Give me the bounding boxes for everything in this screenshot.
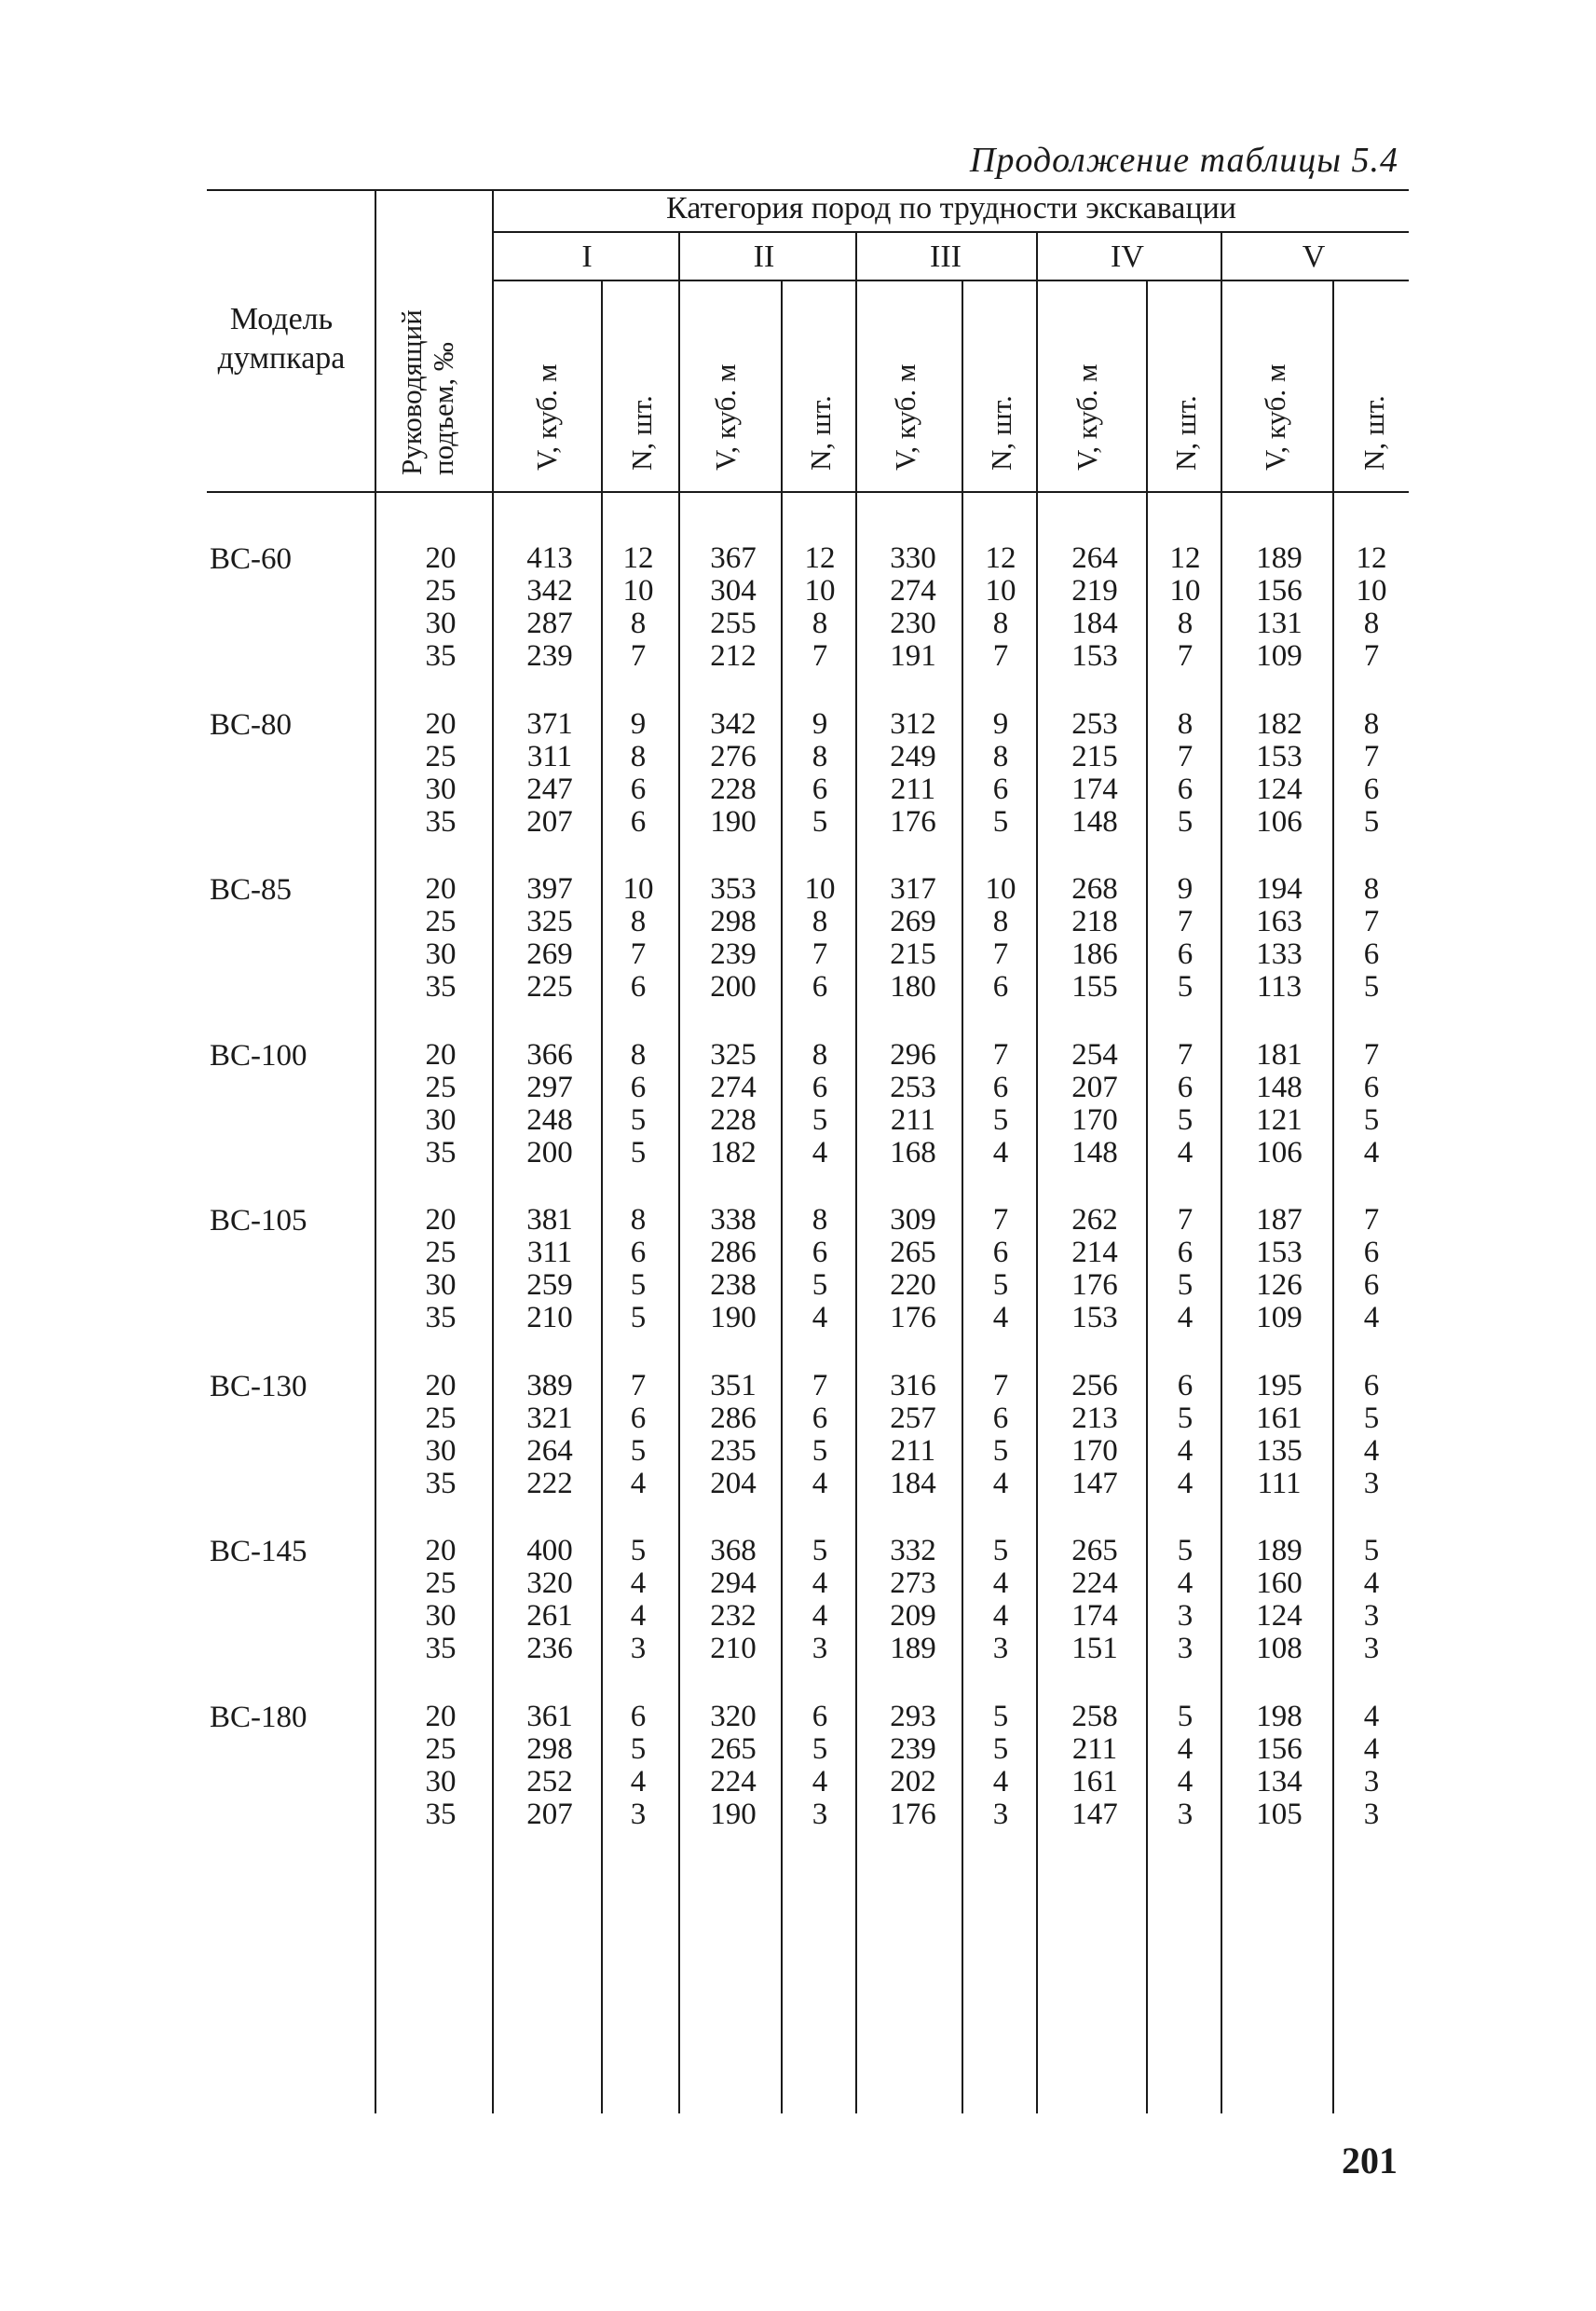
cell-iv-n: 7 6 5 4 (1177, 1203, 1194, 1334)
cell-iii-n: 7 6 5 4 (992, 1203, 1009, 1334)
cell-ii-v: 325 274 228 182 (710, 1037, 757, 1169)
cell-i-n: 6 5 4 3 (630, 1699, 647, 1831)
cell-i-v: 371 311 247 207 (526, 706, 573, 839)
cell-v-v: 181 148 121 106 (1256, 1037, 1303, 1169)
cell-slopes: 20 25 30 35 (425, 1699, 457, 1831)
cell-ii-n: 12 10 8 7 (804, 541, 836, 673)
cell-iv-n: 7 6 5 4 (1177, 1037, 1194, 1169)
vline-II-inner (781, 280, 783, 2113)
cell-ii-n: 6 5 4 3 (812, 1699, 828, 1831)
III-v-header: V, куб. м (889, 363, 921, 471)
V-v-header: V, куб. м (1259, 363, 1291, 471)
cell-v-n: 12 10 8 7 (1356, 541, 1387, 673)
cell-iv-v: 258 211 161 147 (1071, 1699, 1118, 1831)
cell-v-v: 189 156 131 109 (1256, 541, 1303, 673)
category-title-rule (494, 231, 1409, 233)
cell-iii-v: 332 273 209 189 (890, 1534, 936, 1665)
cell-slopes: 20 25 30 35 (425, 706, 457, 839)
cell-iv-n: 5 4 4 3 (1177, 1699, 1194, 1831)
cell-iii-n: 7 6 5 4 (992, 1037, 1009, 1169)
cell-iii-n: 7 6 5 4 (992, 1368, 1009, 1500)
cell-ii-v: 367 304 255 212 (710, 541, 757, 673)
row-model: ВС-85 (210, 873, 293, 907)
cell-i-n: 8 6 5 5 (630, 1037, 647, 1169)
cell-slopes: 20 25 30 35 (425, 541, 457, 673)
cell-ii-v: 353 298 239 200 (710, 872, 757, 1004)
category-IV: IV (1111, 239, 1144, 274)
model-header: Модель думпкара (217, 302, 346, 376)
cell-i-v: 381 311 259 210 (526, 1203, 573, 1334)
cell-ii-v: 338 286 238 190 (710, 1203, 757, 1334)
cell-v-n: 6 5 4 3 (1363, 1368, 1380, 1500)
vline-I-II (678, 231, 680, 2113)
vline-III-inner (962, 280, 963, 2113)
cell-v-n: 4 4 3 3 (1363, 1699, 1380, 1831)
vline-II-III (855, 231, 857, 2113)
cell-iv-v: 253 215 174 148 (1071, 706, 1118, 839)
cell-iv-v: 256 213 170 147 (1071, 1368, 1118, 1500)
row-model: ВС-180 (210, 1700, 307, 1734)
cell-slopes: 20 25 30 35 (425, 1534, 457, 1665)
II-v-header: V, куб. м (709, 363, 742, 471)
row-model: ВС-105 (210, 1204, 307, 1238)
cell-i-v: 366 297 248 200 (526, 1037, 573, 1169)
III-n-header: N, шт. (985, 395, 1017, 471)
cell-ii-n: 7 6 5 4 (812, 1368, 828, 1500)
cell-ii-n: 10 8 7 6 (804, 872, 836, 1004)
cell-i-n: 10 8 7 6 (622, 872, 654, 1004)
cell-iii-v: 312 249 211 176 (890, 706, 936, 839)
I-n-header: N, шт. (625, 395, 658, 471)
cell-v-n: 8 7 6 5 (1363, 872, 1380, 1004)
page-number: 201 (1342, 2140, 1398, 2181)
cell-v-v: 195 161 135 111 (1256, 1368, 1303, 1500)
cell-v-v: 187 153 126 109 (1256, 1203, 1303, 1334)
cell-iv-v: 264 219 184 153 (1071, 541, 1118, 673)
cell-ii-n: 8 6 5 4 (812, 1037, 828, 1169)
row-model: ВС-80 (210, 707, 293, 742)
header-bottom-rule (207, 491, 1409, 493)
cell-ii-v: 368 294 232 210 (710, 1534, 757, 1665)
cell-slopes: 20 25 30 35 (425, 872, 457, 1004)
row-model: ВС-145 (210, 1535, 307, 1568)
cell-iv-n: 9 7 6 5 (1177, 872, 1194, 1004)
row-model: ВС-60 (210, 542, 293, 576)
cell-slopes: 20 25 30 35 (425, 1368, 457, 1500)
cell-iv-v: 265 224 174 151 (1071, 1534, 1118, 1665)
table-caption: Продолжение таблицы 5.4 (969, 141, 1398, 180)
cell-i-n: 7 6 5 4 (630, 1368, 647, 1500)
cell-iv-n: 12 10 8 7 (1169, 541, 1201, 673)
category-I: I (581, 239, 593, 274)
cell-iii-n: 5 4 4 3 (992, 1534, 1009, 1665)
vline-slope (492, 189, 494, 2113)
cell-iii-v: 316 257 211 184 (890, 1368, 936, 1500)
vline-IV-inner (1146, 280, 1148, 2113)
cell-iii-n: 5 5 4 3 (992, 1699, 1009, 1831)
cell-ii-v: 342 276 228 190 (710, 706, 757, 839)
cell-v-v: 198 156 134 105 (1256, 1699, 1303, 1831)
category-title: Категория пород по трудности экскавации (666, 191, 1236, 226)
vline-IV-V (1221, 231, 1222, 2113)
cell-i-v: 389 321 264 222 (526, 1368, 573, 1500)
cell-i-n: 9 8 6 6 (630, 706, 647, 839)
cell-iv-v: 268 218 186 155 (1071, 872, 1118, 1004)
slope-header: Руководящий подъем, ‰ (395, 309, 460, 475)
cell-i-n: 8 6 5 5 (630, 1203, 647, 1334)
cell-iv-n: 5 4 3 3 (1177, 1534, 1194, 1665)
cell-iii-n: 9 8 6 5 (992, 706, 1009, 839)
cell-i-n: 12 10 8 7 (622, 541, 654, 673)
cell-v-n: 7 6 5 4 (1363, 1037, 1380, 1169)
V-n-header: N, шт. (1357, 395, 1390, 471)
cell-ii-v: 320 265 224 190 (710, 1699, 757, 1831)
row-model: ВС-100 (210, 1038, 307, 1073)
cell-iii-v: 293 239 202 176 (890, 1699, 936, 1831)
cell-slopes: 20 25 30 35 (425, 1203, 457, 1334)
IV-n-header: N, шт. (1169, 395, 1202, 471)
category-V: V (1302, 239, 1326, 274)
cell-iv-v: 262 214 176 153 (1071, 1203, 1118, 1334)
cell-v-v: 189 160 124 108 (1256, 1534, 1303, 1665)
vline-I-inner (601, 280, 603, 2113)
vline-model (375, 189, 376, 2113)
cell-i-n: 5 4 4 3 (630, 1534, 647, 1665)
cell-iii-v: 309 265 220 176 (890, 1203, 936, 1334)
cell-v-n: 5 4 3 3 (1363, 1534, 1380, 1665)
cell-i-v: 397 325 269 225 (526, 872, 573, 1004)
category-numbers-rule (494, 280, 1409, 281)
cell-i-v: 400 320 261 236 (526, 1534, 573, 1665)
cell-iii-v: 317 269 215 180 (890, 872, 936, 1004)
cell-v-v: 182 153 124 106 (1256, 706, 1303, 839)
II-n-header: N, шт. (804, 395, 837, 471)
cell-v-v: 194 163 133 113 (1256, 872, 1303, 1004)
cell-iii-n: 12 10 8 7 (985, 541, 1016, 673)
cell-i-v: 361 298 252 207 (526, 1699, 573, 1831)
vline-III-IV (1036, 231, 1038, 2113)
cell-v-n: 8 7 6 5 (1363, 706, 1380, 839)
cell-v-n: 7 6 6 4 (1363, 1203, 1380, 1334)
I-v-header: V, куб. м (530, 363, 563, 471)
cell-ii-v: 351 286 235 204 (710, 1368, 757, 1500)
cell-iv-v: 254 207 170 148 (1071, 1037, 1118, 1169)
cell-ii-n: 9 8 6 5 (812, 706, 828, 839)
category-II: II (753, 239, 775, 274)
cell-ii-n: 5 4 4 3 (812, 1534, 828, 1665)
cell-iv-n: 6 5 4 4 (1177, 1368, 1194, 1500)
cell-iii-v: 296 253 211 168 (890, 1037, 936, 1169)
cell-ii-n: 8 6 5 4 (812, 1203, 828, 1334)
category-III: III (930, 239, 962, 274)
cell-i-v: 413 342 287 239 (526, 541, 573, 673)
cell-iii-n: 10 8 7 6 (985, 872, 1016, 1004)
IV-v-header: V, куб. м (1071, 363, 1103, 471)
cell-iv-n: 8 7 6 5 (1177, 706, 1194, 839)
vline-V-inner (1332, 280, 1334, 2113)
cell-slopes: 20 25 30 35 (425, 1037, 457, 1169)
cell-iii-v: 330 274 230 191 (890, 541, 936, 673)
row-model: ВС-130 (210, 1369, 307, 1403)
